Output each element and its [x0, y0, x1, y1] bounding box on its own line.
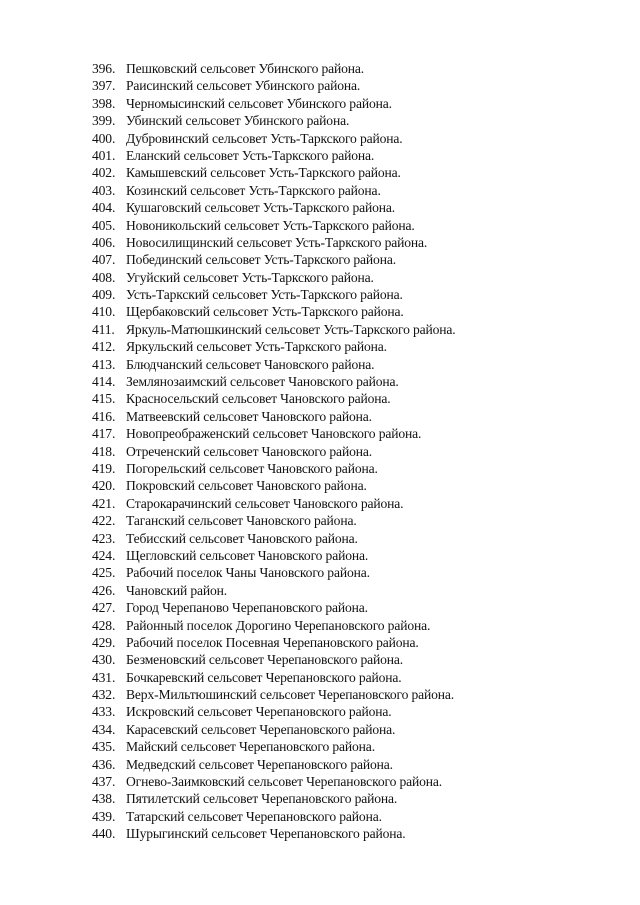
- item-text: Чановский район.: [126, 582, 228, 598]
- item-text: Новоникольский сельсовет Усть-Таркского района.: [126, 217, 415, 233]
- item-text: Побединский сельсовет Усть-Таркского района.: [126, 252, 396, 268]
- item-text: Татарский сельсовет Черепановского района.: [126, 808, 382, 824]
- item-text: Погорельский сельсовет Чановского района.: [126, 460, 378, 476]
- list-item: [92, 164, 456, 181]
- list-item: [92, 303, 456, 320]
- item-number: 429.: [92, 634, 116, 650]
- item-text: Дубровинский сельсовет Усть-Таркского района.: [126, 130, 403, 146]
- item-number: 397.: [92, 78, 116, 94]
- item-text: Красносельский сельсовет Чановского района.: [126, 391, 391, 407]
- item-text: Пешковский сельсовет Убинского района.: [126, 61, 365, 76]
- item-number: 436.: [92, 756, 116, 772]
- item-number: 417.: [92, 426, 116, 442]
- item-number: 434.: [92, 721, 116, 737]
- list-item: [92, 582, 456, 599]
- list-item: [92, 477, 456, 494]
- item-text: Покровский сельсовет Чановского района.: [126, 478, 367, 494]
- item-number: 396.: [92, 61, 116, 76]
- item-number: 424.: [92, 547, 116, 563]
- list-item: [92, 321, 456, 338]
- item-text: Камышевский сельсовет Усть-Таркского района.: [126, 165, 401, 181]
- item-text: Старокарачинский сельсовет Чановского района.: [126, 495, 404, 511]
- item-number: 427.: [92, 600, 116, 616]
- item-text: Убинский сельсовет Убинского района.: [126, 113, 350, 129]
- item-text: Город Черепаново Черепановского района.: [126, 600, 368, 616]
- item-text: Безменовский сельсовет Черепановского района.: [126, 652, 404, 668]
- item-text: Таганский сельсовет Чановского района.: [126, 513, 357, 529]
- item-number: 440.: [92, 826, 116, 842]
- item-text: Щербаковский сельсовет Усть-Таркского района.: [126, 304, 404, 320]
- item-text: Еланский сельсовет Усть-Таркского района.: [126, 147, 375, 163]
- item-number: 406.: [92, 234, 116, 250]
- item-number: 414.: [92, 374, 116, 390]
- list-item: [92, 356, 456, 373]
- list-item: [92, 338, 456, 355]
- item-text: Кушаговский сельсовет Усть-Таркского района.: [126, 200, 395, 216]
- list-item: [92, 721, 456, 738]
- item-number: 430.: [92, 652, 116, 668]
- list-item: [92, 408, 456, 425]
- list-item: [92, 773, 456, 790]
- list-item: [92, 234, 456, 251]
- list-item: [92, 390, 456, 407]
- list-item: [92, 547, 456, 564]
- item-number: 401.: [92, 147, 116, 163]
- list-item: [92, 425, 456, 442]
- list-item: [92, 599, 456, 616]
- item-number: 411.: [92, 321, 115, 337]
- item-text: Искровский сельсовет Черепановского района.: [126, 704, 392, 720]
- item-text: Землянозаимский сельсовет Чановского района.: [126, 374, 399, 390]
- item-text: Отреченский сельсовет Чановского района.: [126, 443, 372, 459]
- list-item: [92, 443, 456, 460]
- item-number: 426.: [92, 582, 116, 598]
- item-number: 413.: [92, 356, 116, 372]
- item-number: 433.: [92, 704, 116, 720]
- list-item: [92, 738, 456, 755]
- item-number: 398.: [92, 95, 116, 111]
- item-text: Щегловский сельсовет Чановского района.: [126, 547, 369, 563]
- list-item: [92, 790, 456, 807]
- item-text: Медведский сельсовет Черепановского района.: [126, 756, 393, 772]
- item-text: Верх-Мильтюшинский сельсовет Черепановского района.: [126, 687, 455, 703]
- list-item: [92, 686, 456, 703]
- item-text: Тебисский сельсовет Чановского района.: [126, 530, 358, 546]
- item-number: 405.: [92, 217, 116, 233]
- list-item: [92, 564, 456, 581]
- item-number: 407.: [92, 252, 116, 268]
- item-text: Угуйский сельсовет Усть-Таркского района.: [126, 269, 374, 285]
- item-text: Шурыгинский сельсовет Черепановского района.: [126, 826, 406, 842]
- item-number: 409.: [92, 287, 116, 303]
- list-item: [92, 756, 456, 773]
- item-number: 399.: [92, 113, 116, 129]
- item-number: 439.: [92, 808, 116, 824]
- item-text: Яркуль-Матюшкинский сельсовет Усть-Таркского района.: [126, 321, 456, 337]
- item-text: Новопреображенский сельсовет Чановского района.: [126, 426, 422, 442]
- item-number: 421.: [92, 495, 116, 511]
- list-item: [92, 199, 456, 216]
- item-number: 400.: [92, 130, 116, 146]
- item-text: Блюдчанский сельсовет Чановского района.: [126, 356, 375, 372]
- list-item: [92, 217, 456, 234]
- list-item: [92, 808, 456, 825]
- item-number: 418.: [92, 443, 116, 459]
- item-text: Яркульский сельсовет Усть-Таркского района.: [126, 339, 387, 355]
- list-item: [92, 669, 456, 686]
- list-item: [92, 495, 456, 512]
- list-item: [92, 634, 456, 651]
- list-item: [92, 651, 456, 668]
- item-text: Огнево-Заимковский сельсовет Черепановского района.: [126, 774, 443, 790]
- item-number: 437.: [92, 774, 116, 790]
- item-text: Рабочий поселок Чаны Чановского района.: [126, 565, 370, 581]
- item-text: Пятилетский сельсовет Черепановского района.: [126, 791, 398, 807]
- list-item: [92, 460, 456, 477]
- item-text: Матвеевский сельсовет Чановского района.: [126, 408, 372, 424]
- item-number: 420.: [92, 478, 116, 494]
- item-number: 423.: [92, 530, 116, 546]
- list-item: [92, 251, 456, 268]
- list-item: [92, 60, 456, 77]
- item-text: Раисинский сельсовет Убинского района.: [126, 78, 361, 94]
- item-number: 402.: [92, 165, 116, 181]
- item-text: Бочкаревский сельсовет Черепановского района.: [126, 669, 402, 685]
- item-text: Рабочий поселок Посевная Черепановского района.: [126, 634, 419, 650]
- list-item: [92, 77, 456, 94]
- item-number: 422.: [92, 513, 116, 529]
- item-text: Черномысинский сельсовет Убинского района.: [126, 95, 392, 111]
- item-number: 432.: [92, 687, 116, 703]
- item-number: 428.: [92, 617, 116, 633]
- list-item: [92, 130, 456, 147]
- item-number: 403.: [92, 182, 116, 198]
- item-number: 438.: [92, 791, 116, 807]
- item-number: 435.: [92, 739, 116, 755]
- list-item: [92, 703, 456, 720]
- item-number: 408.: [92, 269, 116, 285]
- item-text: Усть-Таркский сельсовет Усть-Таркского района.: [126, 287, 403, 303]
- numbered-list: [92, 60, 456, 843]
- list-item: [92, 512, 456, 529]
- item-text: Районный поселок Дорогино Черепановского района.: [126, 617, 431, 633]
- list-item: [92, 530, 456, 547]
- item-text: Карасевский сельсовет Черепановского района.: [126, 721, 396, 737]
- list-item: [92, 269, 456, 286]
- list-item: [92, 112, 456, 129]
- item-number: 404.: [92, 200, 116, 216]
- item-number: 419.: [92, 460, 116, 476]
- item-number: 425.: [92, 565, 116, 581]
- item-number: 431.: [92, 669, 116, 685]
- item-number: 415.: [92, 391, 116, 407]
- list-item: [92, 147, 456, 164]
- item-number: 410.: [92, 304, 116, 320]
- list-item: [92, 373, 456, 390]
- list-item: [92, 182, 456, 199]
- item-text: Новосилищинский сельсовет Усть-Таркского района.: [126, 234, 428, 250]
- list-item: [92, 95, 456, 112]
- item-text: Майский сельсовет Черепановского района.: [126, 739, 375, 755]
- item-number: 412.: [92, 339, 116, 355]
- list-item: [92, 825, 456, 842]
- list-item: [92, 286, 456, 303]
- item-number: 416.: [92, 408, 116, 424]
- list-item: [92, 617, 456, 634]
- item-text: Козинский сельсовет Усть-Таркского района.: [126, 182, 381, 198]
